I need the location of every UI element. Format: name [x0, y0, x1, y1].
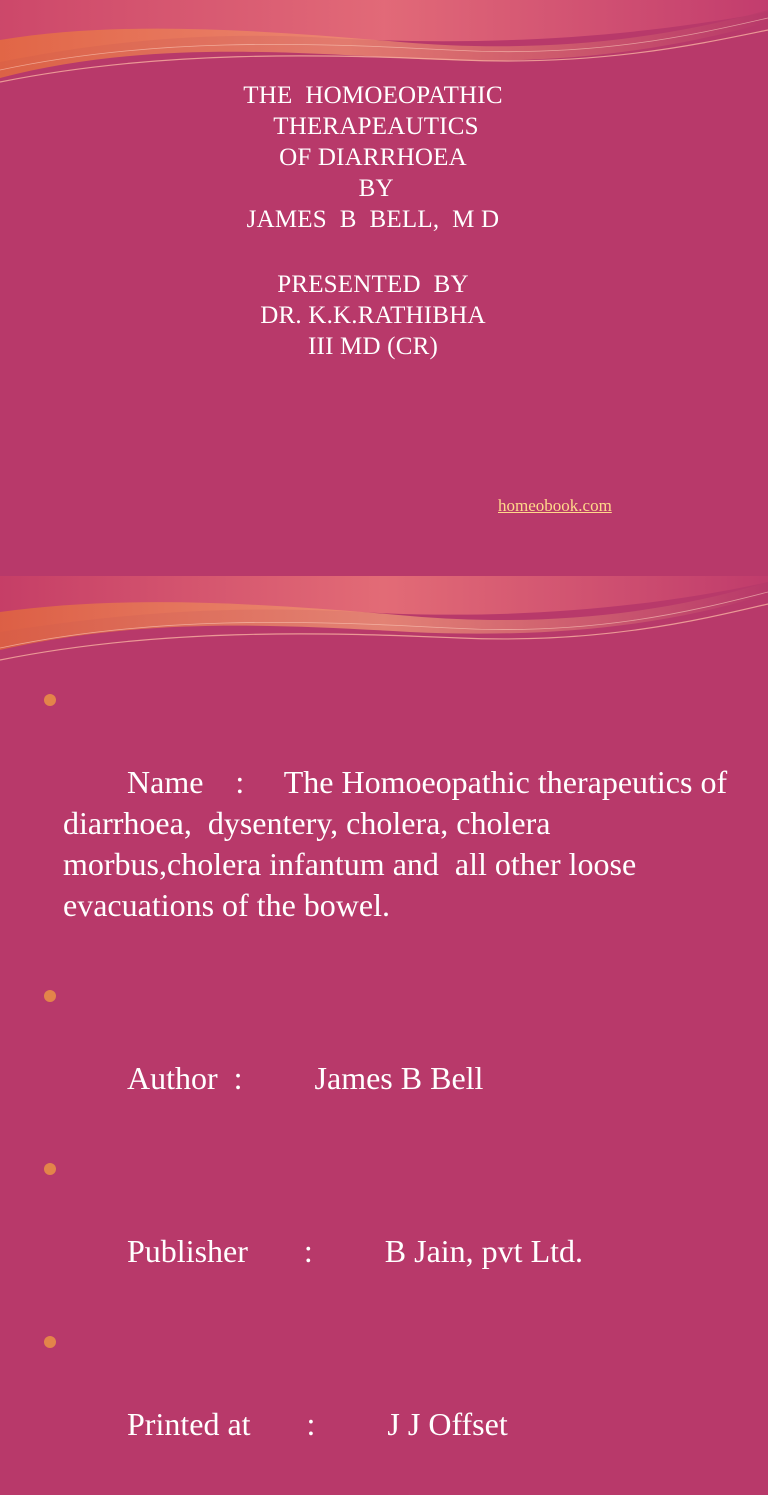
title-line: OF DIARRHOEA	[279, 144, 467, 171]
book-details-slide	[0, 576, 768, 1442]
title-text-block	[0, 80, 746, 362]
bullet-text: Name : The Homoeopathic therapeutics of diarrhoea, dysentery, cholera, cholera morbus,cholera infantum and all other loose evacuations of the bowel.	[63, 764, 736, 923]
list-item	[44, 1322, 744, 1486]
list-item	[44, 680, 744, 967]
decorative-wave-header	[0, 576, 768, 666]
bullet-dot-icon	[44, 1163, 56, 1175]
title-line: JAMES B BELL, M D	[246, 206, 500, 233]
spacer	[0, 235, 746, 269]
bullet-text: Publisher : B Jain, pvt Ltd.	[127, 1233, 583, 1269]
presenter-line: III MD (CR)	[308, 333, 438, 360]
title-line: BY	[352, 175, 394, 202]
list-item	[44, 1149, 744, 1313]
book-details-list	[44, 680, 744, 1495]
decorative-wave-header	[0, 0, 768, 90]
title-line: THERAPEAUTICS	[267, 113, 479, 140]
bullet-dot-icon	[44, 1336, 56, 1348]
title-slide	[0, 0, 768, 576]
bullet-text: Author : James B Bell	[127, 1060, 484, 1096]
presenter-line: DR. K.K.RATHIBHA	[260, 302, 486, 329]
title-line: THE HOMOEOPATHIC	[243, 82, 503, 109]
bullet-text: Printed at : J J Offset	[127, 1406, 508, 1442]
list-item	[44, 976, 744, 1140]
bullet-dot-icon	[44, 694, 56, 706]
homeobook-link[interactable]: homeobook.com	[498, 496, 612, 515]
presenter-line: PRESENTED BY	[277, 271, 469, 298]
bullet-dot-icon	[44, 990, 56, 1002]
